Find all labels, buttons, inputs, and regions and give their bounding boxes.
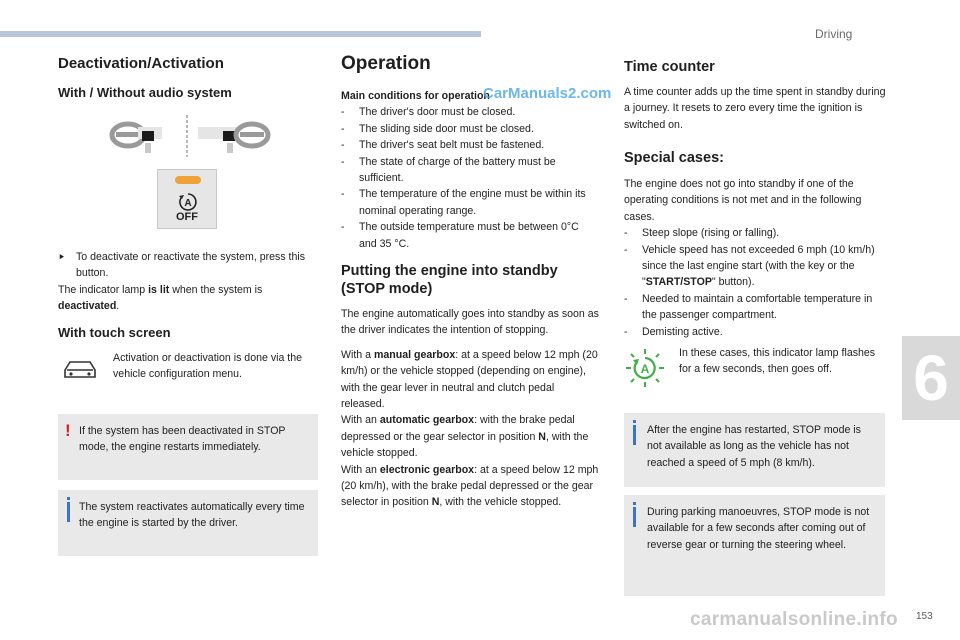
lamp-sentence: The indicator lamp is lit when the system is deactivated. <box>58 283 263 313</box>
info-text-restart: After the engine has restarted, STOP mode is not available as long as the vehicle has not reached a speed of 5 mph (8 km/h). <box>647 424 861 469</box>
header-bar <box>0 31 481 37</box>
operation-title: Operation <box>341 53 431 74</box>
warning-text: If the system has been deactivated in STOP mode, the engine restarts immediately. <box>79 425 286 454</box>
case-item: - Demisting active. <box>624 324 886 340</box>
dashboard-illustration <box>106 113 276 159</box>
case-item: - Vehicle speed has not exceeded 6 mph (10 km/h) since the last engine start (with the key or the "START/STOP" button). <box>624 242 886 291</box>
time-counter-text: A time counter adds up the time spent in standby during a journey. It resets to zero every time the ignition is switched on. <box>624 86 886 131</box>
indicator-lamp-orange <box>175 176 201 184</box>
stop-mode-indicator-icon <box>624 347 666 389</box>
condition-item: - The driver's seat belt must be fastened. <box>341 137 599 153</box>
svg-text:A: A <box>184 198 192 209</box>
standby-heading: Putting the engine into standby (STOP mode) <box>341 263 558 297</box>
condition-item: - The driver's door must be closed. <box>341 104 599 120</box>
touch-heading: With touch screen <box>58 325 171 340</box>
audio-heading: With / Without audio system <box>58 85 232 100</box>
footer-watermark: carmanualsonline.info <box>690 609 898 630</box>
info-icon <box>67 502 70 522</box>
special-cases-list <box>624 225 886 340</box>
warning-icon: ! <box>65 421 71 440</box>
manual-gearbox-text: With a manual gearbox: at a speed below 12 mph (20 km/h) or the vehicle stopped (depending on engine), with the gear lever in neutral and clutch pedal released. <box>341 348 598 411</box>
electronic-gearbox-text: With an electronic gearbox: at a speed below 12 mph (20 km/h), with the brake pedal depressed or the gear selector in position N, with the vehicle stopped. <box>341 463 599 509</box>
deactivate-bullet: To deactivate or reactivate the system, press this button. <box>76 251 306 280</box>
steering-wheel-left-icon <box>112 124 162 153</box>
warning-note <box>58 414 318 480</box>
steering-wheel-right-icon <box>198 124 268 153</box>
watermark-carmanuals: CarManuals2.com <box>483 85 612 102</box>
conditions-heading: Main conditions for operation <box>341 90 490 102</box>
section-label: Driving <box>815 27 853 41</box>
deactivation-title: Deactivation/Activation <box>58 55 224 72</box>
bullet-arrow-icon: ⯈ <box>58 252 66 262</box>
info-note-restart <box>624 413 885 487</box>
conditions-block <box>341 88 599 252</box>
case-item: - Needed to maintain a comfortable temperature in the passenger compartment. <box>624 291 886 324</box>
page-number: 153 <box>916 611 933 622</box>
condition-item: - The state of charge of the battery must be sufficient. <box>341 154 599 187</box>
conditions-list <box>341 104 599 252</box>
case-item: - Steep slope (rising or falling). <box>624 225 886 241</box>
svg-text:A: A <box>640 362 650 376</box>
lamp-flash-text: In these cases, this indicator lamp flashes for a few seconds, then goes off. <box>679 347 876 376</box>
touch-text: Activation or deactivation is done via the vehicle configuration menu. <box>113 352 303 381</box>
condition-item: - The sliding side door must be closed. <box>341 121 599 137</box>
special-cases-heading: Special cases: <box>624 150 724 166</box>
stop-start-off-button[interactable] <box>157 169 217 229</box>
standby-block <box>341 306 599 511</box>
deactivate-instruction <box>58 249 308 315</box>
standby-text: The engine automatically goes into standby as soon as the driver indicates the intention of stopping. <box>341 308 599 337</box>
auto-stop-a-icon <box>178 192 198 212</box>
info-text-parking: During parking manoeuvres, STOP mode is not available for a few seconds after coming out of reverse gear or turning the steering wheel. <box>647 506 870 551</box>
condition-item: - The outside temperature must be between 0°C and 35 °C. <box>341 219 599 252</box>
time-counter-heading: Time counter <box>624 59 715 75</box>
info-icon <box>633 507 636 527</box>
chapter-tab: 6 <box>902 336 960 420</box>
special-cases-text: The engine does not go into standby if one of the operating conditions is not met and in the following cases. <box>624 178 862 223</box>
info-text-left: The system reactivates automatically every time the engine is started by the driver. <box>79 501 305 530</box>
condition-item: - The temperature of the engine must be within its nominal operating range. <box>341 186 599 219</box>
info-note-left <box>58 490 318 556</box>
automatic-gearbox-text: With an automatic gearbox: with the brake pedal depressed or the gear selector in position N, with the vehicle stopped. <box>341 414 589 460</box>
info-icon <box>633 425 636 445</box>
vehicle-config-icon <box>61 358 99 380</box>
off-label: OFF <box>176 211 198 223</box>
info-note-parking <box>624 495 885 596</box>
special-cases-block <box>624 176 886 340</box>
